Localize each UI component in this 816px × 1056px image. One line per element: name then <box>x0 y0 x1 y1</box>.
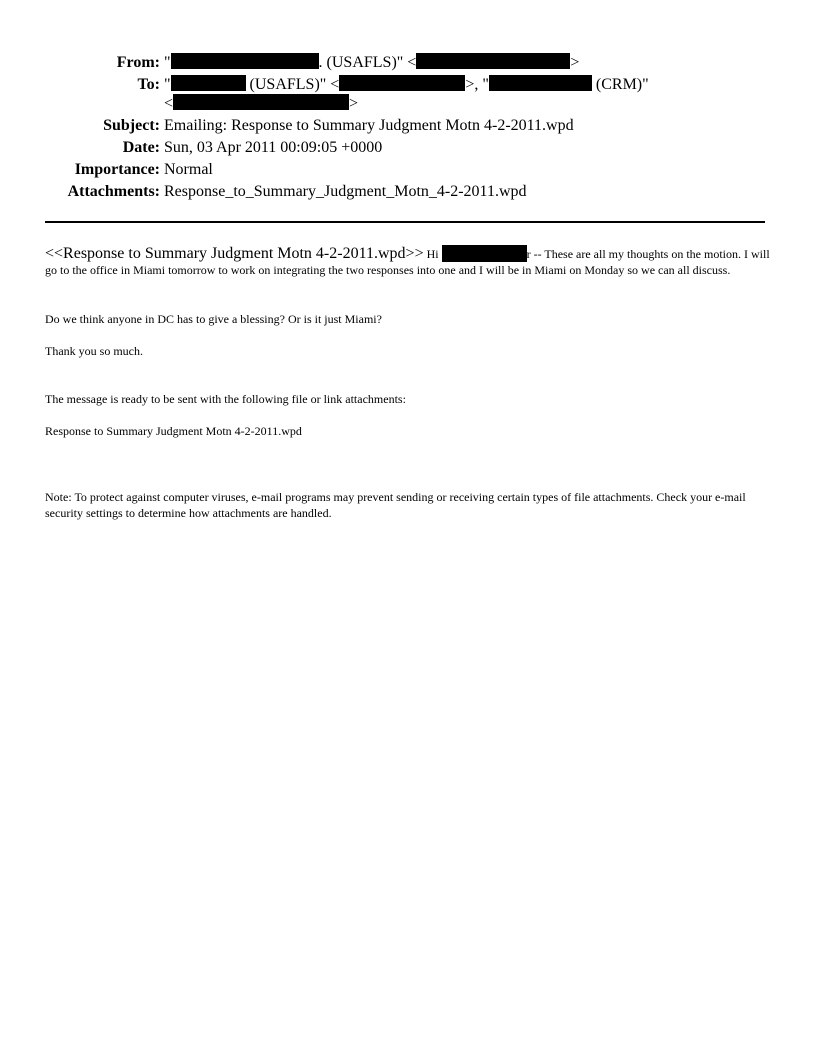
paragraph-1-text: r -- These are all my thoughts on the motion. I will go to the office in Miami tomorrow to work on integrating the two responses into one and I will be in Miami on Monday so we can all discuss. <box>45 247 770 277</box>
to-separator: >, " <box>465 76 489 93</box>
date-label: Date: <box>122 139 160 156</box>
attachment-reference: <<Response to Summary Judgment Motn 4-2-2011.wpd>> <box>45 245 424 262</box>
to-line2-close: > <box>349 95 359 112</box>
redaction-block <box>416 53 570 69</box>
subject-value: Emailing: Response to Summary Judgment Motn 4-2-2011.wpd <box>164 117 574 134</box>
from-value <box>164 53 579 73</box>
redaction-block <box>339 75 465 91</box>
redaction-block <box>173 94 349 110</box>
message-paragraph-1 <box>45 245 773 278</box>
greeting: Hi <box>423 247 439 261</box>
redaction-block <box>442 245 527 262</box>
message-paragraph-3: Thank you so much. <box>45 344 143 358</box>
security-note: Note: To protect against computer viruses, e-mail programs may prevent sending or receiving certain types of file attachments. Check your e-mail security settings to determine how attachments are handled. <box>45 490 746 520</box>
redaction-block <box>171 75 246 91</box>
to-value <box>164 75 649 95</box>
attachments-label: Attachments: <box>67 183 160 200</box>
to-org-2: (CRM)" <box>591 76 649 93</box>
subject-label: Subject: <box>103 117 160 134</box>
from-quote: " <box>164 54 171 71</box>
redaction-block <box>171 53 319 69</box>
date-value: Sun, 03 Apr 2011 00:09:05 +0000 <box>164 139 383 156</box>
to-line2-open: < <box>164 95 174 112</box>
importance-label: Importance: <box>74 161 160 178</box>
header-divider <box>45 221 765 223</box>
message-paragraph-5: Response to Summary Judgment Motn 4-2-2011.wpd <box>45 424 302 438</box>
message-paragraph-2: Do we think anyone in DC has to give a blessing? Or is it just Miami? <box>45 312 382 326</box>
from-close: > <box>570 54 580 71</box>
to-quote: " <box>164 76 171 93</box>
to-label: To: <box>137 76 160 93</box>
from-org: . (USAFLS)" < <box>318 54 417 71</box>
importance-value: Normal <box>164 161 213 178</box>
to-value-line2 <box>164 94 358 114</box>
attachments-value: Response_to_Summary_Judgment_Motn_4-2-2011.wpd <box>164 183 527 200</box>
redaction-block <box>489 75 592 91</box>
to-org-1: (USAFLS)" < <box>245 76 340 93</box>
message-paragraph-4: The message is ready to be sent with the following file or link attachments: <box>45 392 406 406</box>
from-label: From: <box>116 54 160 71</box>
